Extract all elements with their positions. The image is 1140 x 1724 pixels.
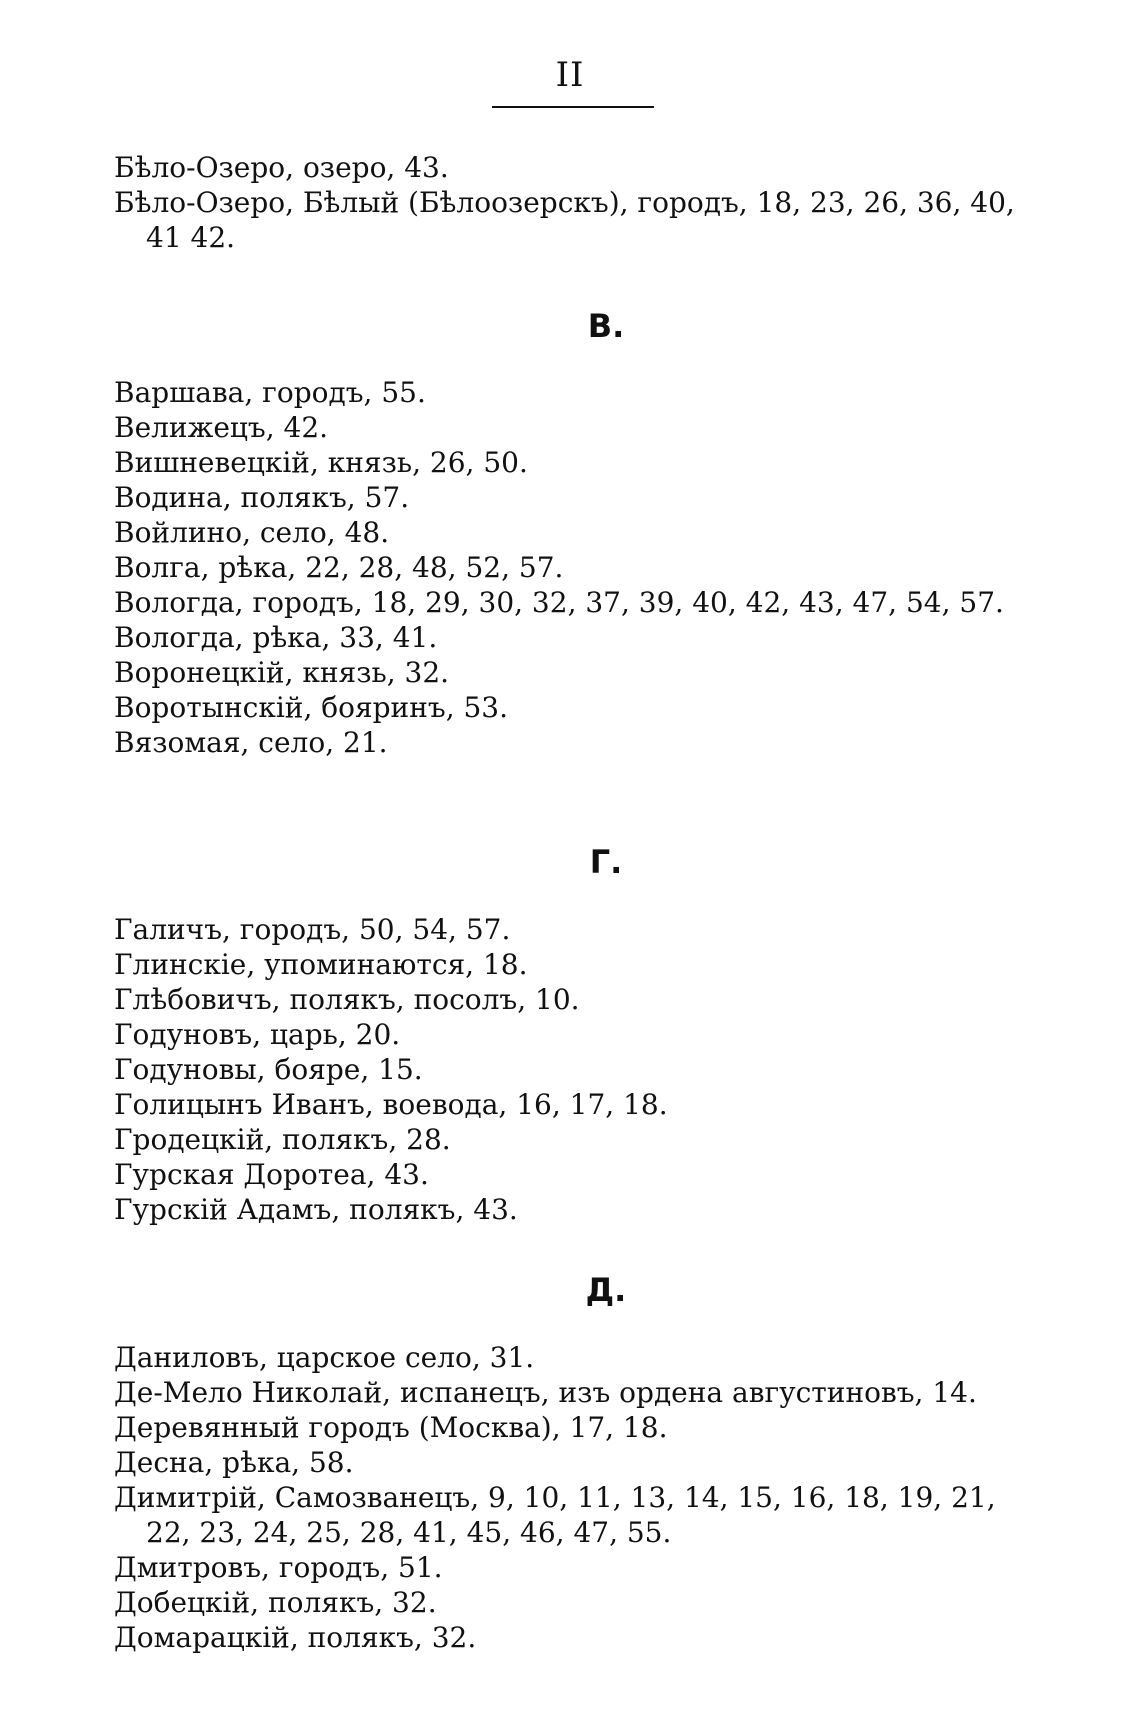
index-entry: Гурская Доротеа, 43.: [114, 1158, 429, 1191]
index-entry: Бѣло-Озеро, озеро, 43.: [114, 151, 449, 184]
section-heading-g-wrap: [36, 842, 1140, 882]
section-continuation: [0, 150, 1140, 255]
index-entry: Глѣбовичъ, полякъ, посолъ, 10.: [114, 983, 580, 1016]
section-v: [0, 375, 1140, 760]
index-entry: Де-Мело Николай, испанецъ, изъ ордена августиновъ, 14.: [114, 1376, 977, 1409]
section-d: [0, 1340, 1140, 1655]
index-entry: Дмитровъ, городъ, 51.: [114, 1551, 443, 1584]
index-entry: Воротынскій, бояринъ, 53.: [114, 691, 509, 724]
section-heading: Д.: [585, 1271, 627, 1309]
page-number: II: [555, 55, 585, 95]
section-g: [0, 912, 1140, 1227]
index-entry: Вологда, рѣка, 33, 41.: [114, 621, 438, 654]
index-entry: Даниловъ, царское село, 31.: [114, 1341, 535, 1374]
index-entry: Глинскіе, упоминаются, 18.: [114, 948, 528, 981]
entry-list: [0, 375, 1140, 760]
index-entry: Гурскій Адамъ, полякъ, 43.: [114, 1193, 518, 1226]
index-entry: Годуновъ, царь, 20.: [114, 1018, 401, 1051]
index-entry: Десна, рѣка, 58.: [114, 1446, 354, 1479]
index-entry: Велижецъ, 42.: [114, 411, 329, 444]
index-entry: Вишневецкій, князь, 26, 50.: [114, 446, 528, 479]
index-entry: Волга, рѣка, 22, 28, 48, 52, 57.: [114, 551, 564, 584]
index-entry: Добецкій, полякъ, 32.: [114, 1586, 437, 1619]
entry-list: [0, 912, 1140, 1227]
entry-list: [0, 150, 1140, 255]
index-entry: Галичъ, городъ, 50, 54, 57.: [114, 913, 511, 946]
index-entry: Домарацкій, полякъ, 32.: [114, 1621, 477, 1654]
index-entry: Деревянный городъ (Москва), 17, 18.: [114, 1411, 668, 1444]
index-entry: Димитрій, Самозванецъ, 9, 10, 11, 13, 14, 15, 16, 18, 19, 21, 22, 23, 24, 25, 28, 41, 45, 46, 47, 55.: [114, 1481, 996, 1549]
index-entry: Голицынъ Иванъ, воевода, 16, 17, 18.: [114, 1088, 668, 1121]
index-entry: Варшава, городъ, 55.: [114, 376, 426, 409]
index-entry: Войлино, село, 48.: [114, 516, 390, 549]
index-entry: Бѣло-Озеро, Бѣлый (Бѣлоозерскъ), городъ, 18, 23, 26, 36, 40, 41 42.: [114, 186, 1015, 254]
section-heading: В.: [587, 307, 625, 345]
section-heading-d-wrap: [36, 1270, 1140, 1310]
page-number-rule: [492, 106, 654, 108]
index-entry: Гродецкій, полякъ, 28.: [114, 1123, 451, 1156]
section-heading-v-wrap: [36, 306, 1140, 346]
index-entry: Годуновы, бояре, 15.: [114, 1053, 423, 1086]
index-entry: Воронецкій, князь, 32.: [114, 656, 450, 689]
index-entry: Водина, полякъ, 57.: [114, 481, 410, 514]
index-entry: Вологда, городъ, 18, 29, 30, 32, 37, 39, 40, 42, 43, 47, 54, 57.: [114, 586, 1004, 619]
index-entry: Вязомая, село, 21.: [114, 726, 388, 759]
entry-list: [0, 1340, 1140, 1655]
section-heading: Г.: [589, 843, 623, 881]
